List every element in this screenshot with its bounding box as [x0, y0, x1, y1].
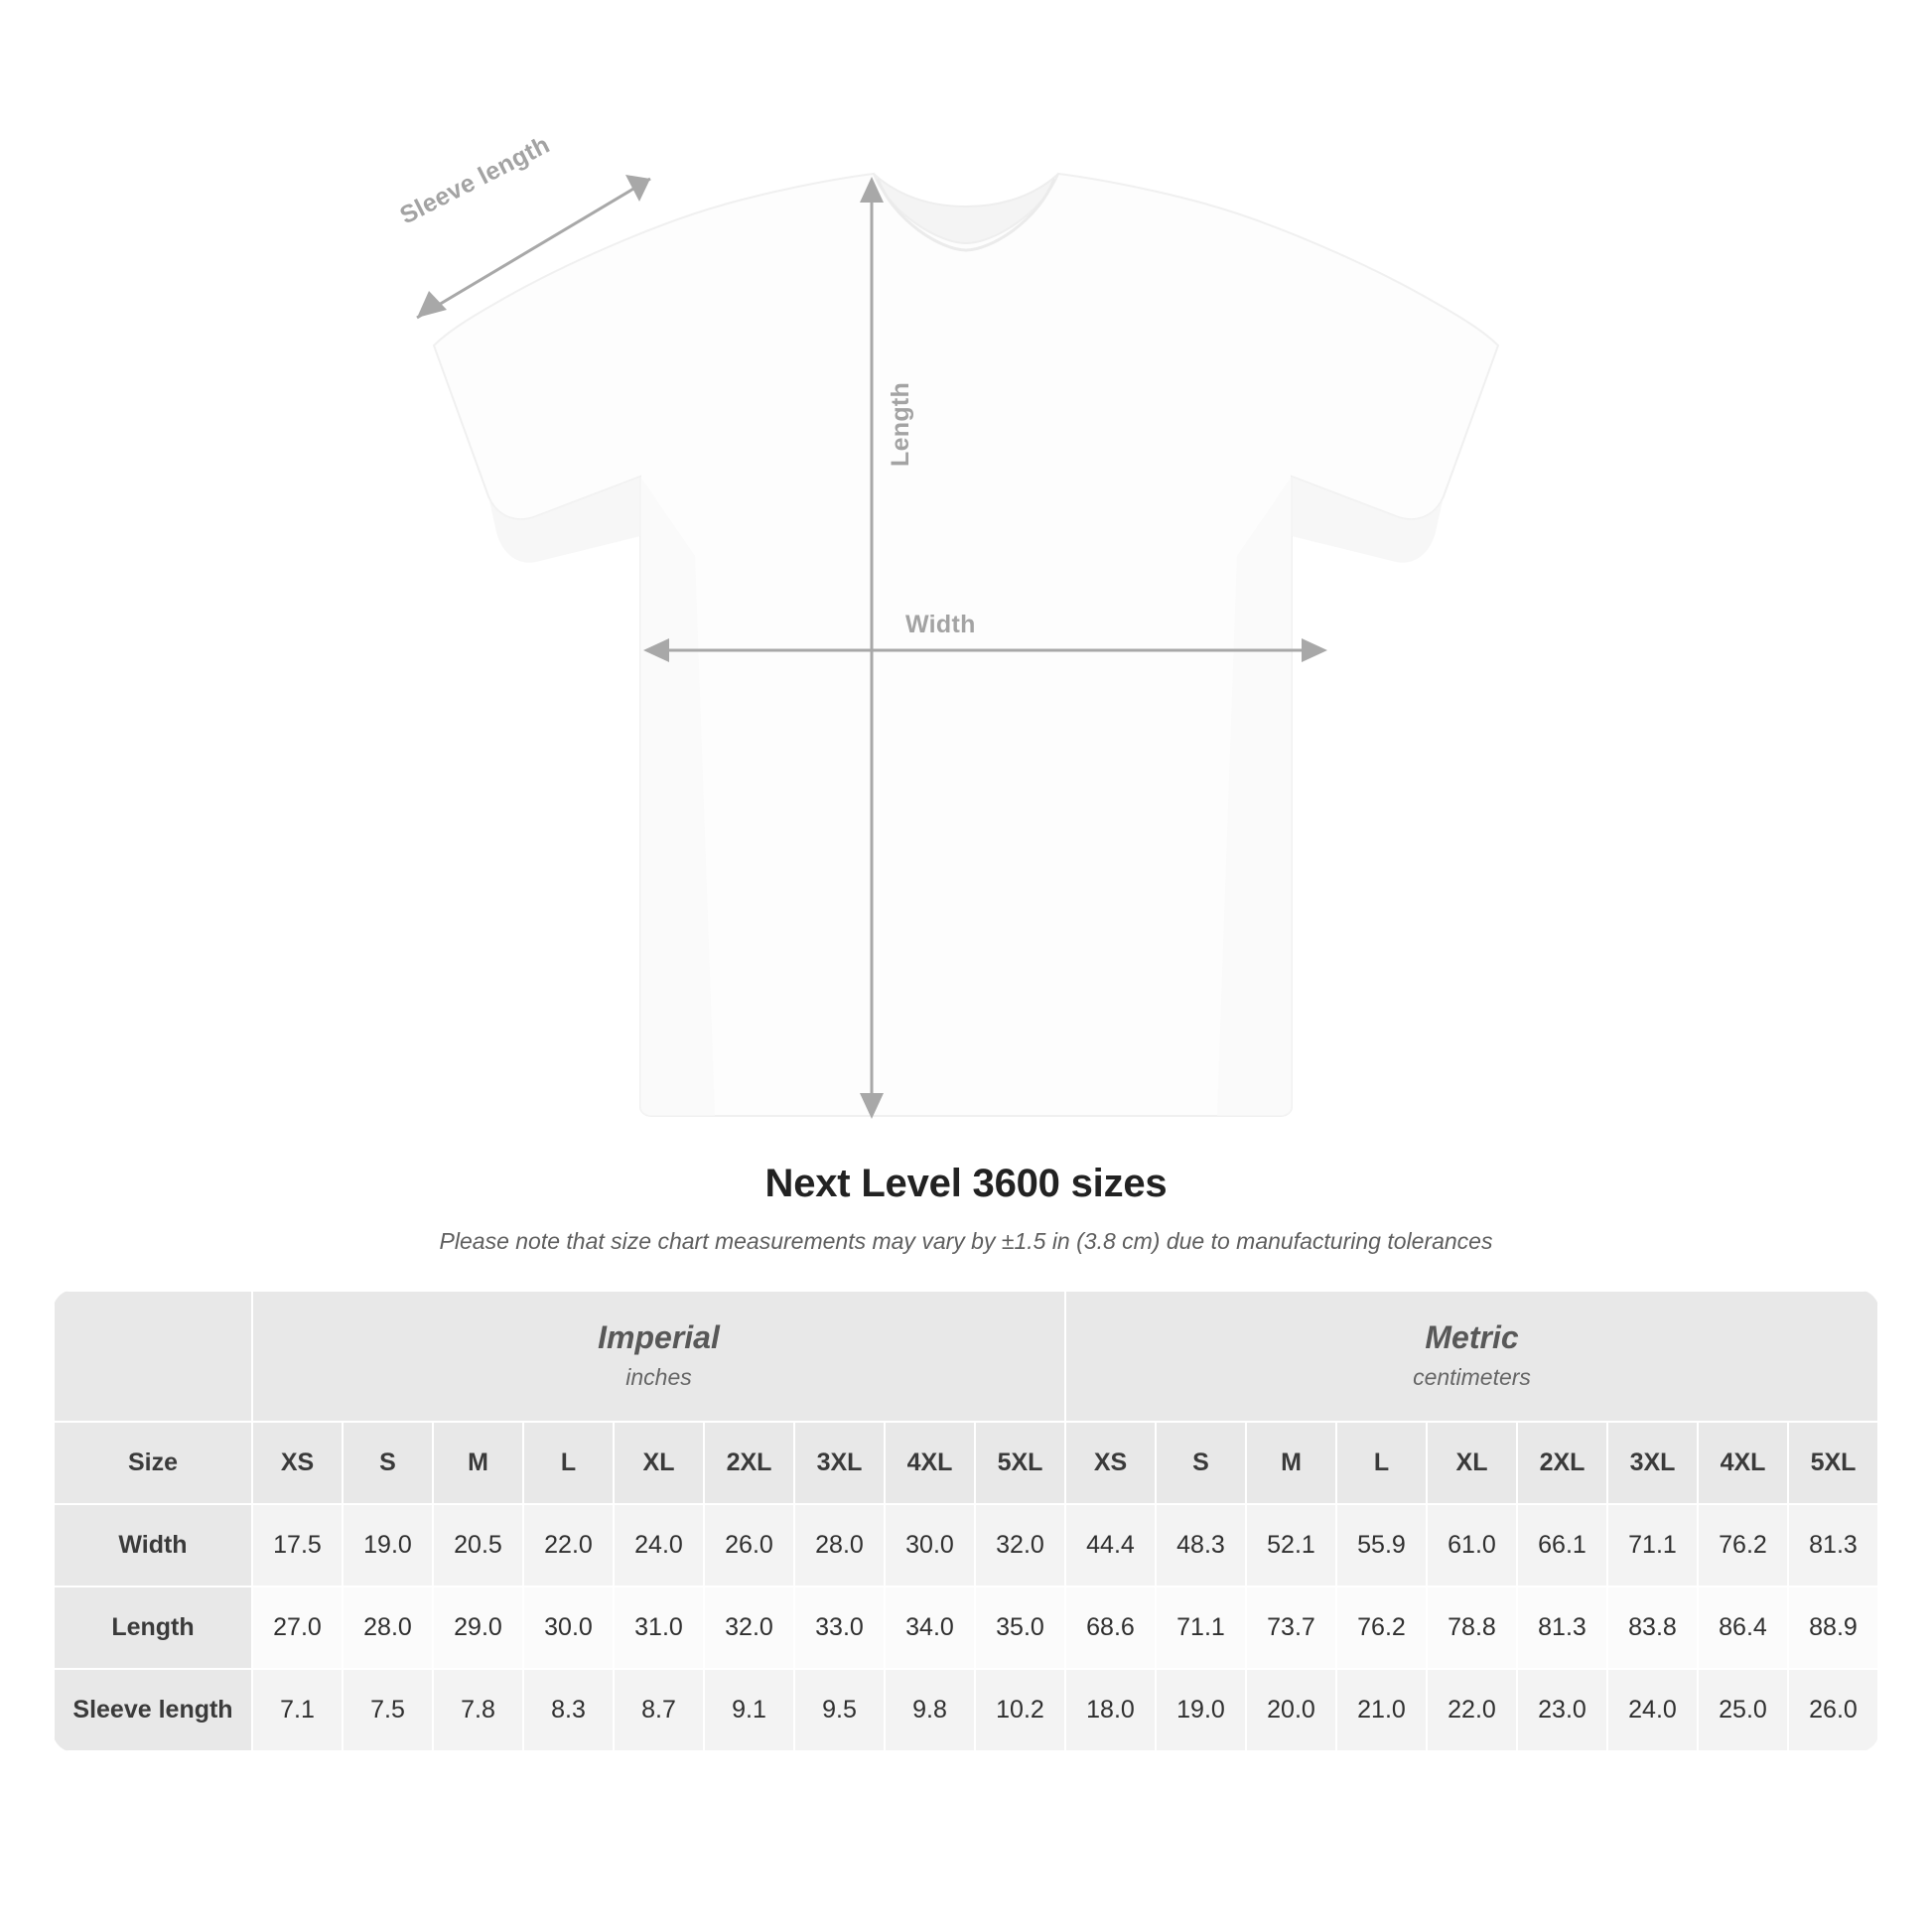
cell-width-imperial-l: 22.0	[523, 1504, 614, 1587]
cell-sleeve-metric-xs: 18.0	[1065, 1669, 1156, 1751]
cell-length-imperial-m: 29.0	[433, 1587, 523, 1669]
table-row-sleeve-length	[54, 1669, 1878, 1751]
cell-sleeve-metric-s: 19.0	[1156, 1669, 1246, 1751]
row-label-width: Width	[54, 1504, 252, 1587]
cell-sleeve-metric-3xl: 24.0	[1607, 1669, 1698, 1751]
cell-sleeve-imperial-xl: 8.7	[614, 1669, 704, 1751]
tshirt-shape	[434, 174, 1498, 1116]
cell-length-imperial-4xl: 34.0	[885, 1587, 975, 1669]
size-header-row	[54, 1422, 1878, 1504]
col-header-imperial-l: L	[523, 1422, 614, 1504]
size-header-label: Size	[54, 1422, 252, 1504]
cell-width-imperial-m: 20.5	[433, 1504, 523, 1587]
col-header-imperial-2xl: 2XL	[704, 1422, 794, 1504]
cell-sleeve-imperial-xs: 7.1	[252, 1669, 343, 1751]
cell-width-metric-3xl: 71.1	[1607, 1504, 1698, 1587]
cell-width-metric-4xl: 76.2	[1698, 1504, 1788, 1587]
imperial-subtitle: inches	[625, 1364, 692, 1390]
cell-length-metric-m: 73.7	[1246, 1587, 1336, 1669]
cell-sleeve-metric-2xl: 23.0	[1517, 1669, 1607, 1751]
col-header-metric-xs: XS	[1065, 1422, 1156, 1504]
cell-length-imperial-3xl: 33.0	[794, 1587, 885, 1669]
cell-sleeve-imperial-m: 7.8	[433, 1669, 523, 1751]
cell-width-imperial-3xl: 28.0	[794, 1504, 885, 1587]
col-header-imperial-m: M	[433, 1422, 523, 1504]
cell-width-metric-l: 55.9	[1336, 1504, 1427, 1587]
cell-length-metric-4xl: 86.4	[1698, 1587, 1788, 1669]
title-block	[0, 1162, 1932, 1255]
col-header-metric-3xl: 3XL	[1607, 1422, 1698, 1504]
cell-width-imperial-s: 19.0	[343, 1504, 433, 1587]
cell-sleeve-imperial-4xl: 9.8	[885, 1669, 975, 1751]
cell-sleeve-metric-m: 20.0	[1246, 1669, 1336, 1751]
cell-length-metric-xl: 78.8	[1427, 1587, 1517, 1669]
cell-width-metric-m: 52.1	[1246, 1504, 1336, 1587]
table-row-width	[54, 1504, 1878, 1587]
row-label-length: Length	[54, 1587, 252, 1669]
col-header-metric-l: L	[1336, 1422, 1427, 1504]
cell-sleeve-metric-4xl: 25.0	[1698, 1669, 1788, 1751]
col-header-imperial-xs: XS	[252, 1422, 343, 1504]
col-header-metric-m: M	[1246, 1422, 1336, 1504]
cell-sleeve-imperial-l: 8.3	[523, 1669, 614, 1751]
col-header-imperial-5xl: 5XL	[975, 1422, 1065, 1504]
size-table	[53, 1290, 1879, 1752]
cell-length-metric-5xl: 88.9	[1788, 1587, 1878, 1669]
page-title: Next Level 3600 sizes	[764, 1162, 1168, 1205]
cell-length-imperial-s: 28.0	[343, 1587, 433, 1669]
cell-length-metric-l: 76.2	[1336, 1587, 1427, 1669]
cell-width-imperial-xl: 24.0	[614, 1504, 704, 1587]
row-label-sleeve-length: Sleeve length	[54, 1669, 252, 1751]
metric-title: Metric	[1425, 1319, 1519, 1355]
width-label: Width	[905, 611, 976, 638]
imperial-title: Imperial	[598, 1319, 720, 1355]
cell-width-metric-2xl: 66.1	[1517, 1504, 1607, 1587]
cell-width-imperial-2xl: 26.0	[704, 1504, 794, 1587]
col-header-metric-xl: XL	[1427, 1422, 1517, 1504]
cell-sleeve-imperial-2xl: 9.1	[704, 1669, 794, 1751]
metric-subtitle: centimeters	[1413, 1364, 1531, 1390]
cell-length-metric-xs: 68.6	[1065, 1587, 1156, 1669]
cell-width-metric-xs: 44.4	[1065, 1504, 1156, 1587]
cell-sleeve-imperial-s: 7.5	[343, 1669, 433, 1751]
cell-sleeve-metric-xl: 22.0	[1427, 1669, 1517, 1751]
cell-length-metric-2xl: 81.3	[1517, 1587, 1607, 1669]
unit-header-row	[54, 1291, 1878, 1422]
tolerance-note: Please note that size chart measurements may vary by ±1.5 in (3.8 cm) due to manufacturing tolerances	[439, 1228, 1493, 1254]
sleeve-length-label: Sleeve length	[395, 130, 555, 230]
col-header-metric-5xl: 5XL	[1788, 1422, 1878, 1504]
cell-width-metric-s: 48.3	[1156, 1504, 1246, 1587]
cell-width-imperial-5xl: 32.0	[975, 1504, 1065, 1587]
col-header-metric-s: S	[1156, 1422, 1246, 1504]
cell-length-imperial-5xl: 35.0	[975, 1587, 1065, 1669]
cell-sleeve-imperial-5xl: 10.2	[975, 1669, 1065, 1751]
col-header-imperial-xl: XL	[614, 1422, 704, 1504]
cell-length-metric-3xl: 83.8	[1607, 1587, 1698, 1669]
cell-length-metric-s: 71.1	[1156, 1587, 1246, 1669]
cell-length-imperial-2xl: 32.0	[704, 1587, 794, 1669]
cell-width-metric-5xl: 81.3	[1788, 1504, 1878, 1587]
size-table-container	[53, 1290, 1879, 1752]
cell-length-imperial-xl: 31.0	[614, 1587, 704, 1669]
cell-sleeve-metric-l: 21.0	[1336, 1669, 1427, 1751]
col-header-imperial-s: S	[343, 1422, 433, 1504]
cell-sleeve-imperial-3xl: 9.5	[794, 1669, 885, 1751]
imperial-header	[252, 1291, 1065, 1422]
col-header-metric-2xl: 2XL	[1517, 1422, 1607, 1504]
table-row-length	[54, 1587, 1878, 1669]
cell-length-imperial-l: 30.0	[523, 1587, 614, 1669]
metric-header	[1065, 1291, 1878, 1422]
table-corner	[54, 1291, 252, 1422]
col-header-imperial-3xl: 3XL	[794, 1422, 885, 1504]
col-header-metric-4xl: 4XL	[1698, 1422, 1788, 1504]
cell-width-imperial-xs: 17.5	[252, 1504, 343, 1587]
cell-length-imperial-xs: 27.0	[252, 1587, 343, 1669]
col-header-imperial-4xl: 4XL	[885, 1422, 975, 1504]
cell-width-metric-xl: 61.0	[1427, 1504, 1517, 1587]
length-label: Length	[887, 381, 914, 467]
cell-sleeve-metric-5xl: 26.0	[1788, 1669, 1878, 1751]
cell-width-imperial-4xl: 30.0	[885, 1504, 975, 1587]
